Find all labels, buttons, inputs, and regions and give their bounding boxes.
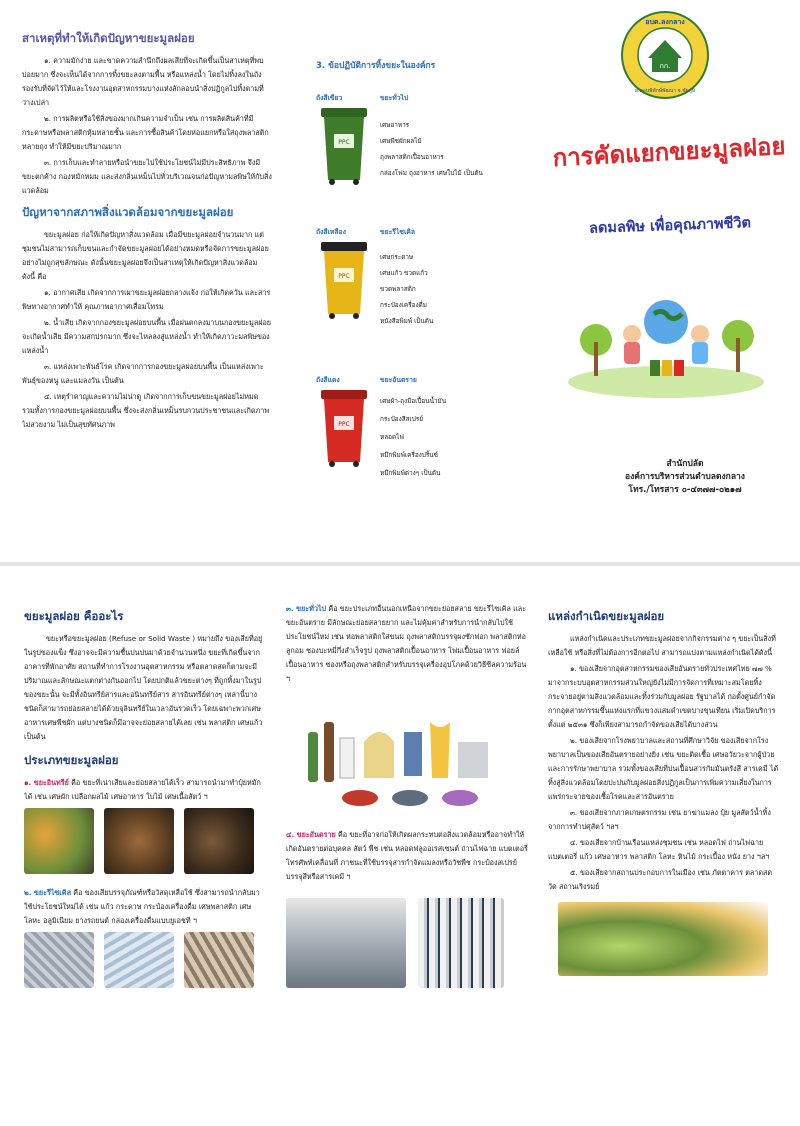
seal-center-text: กก. xyxy=(659,62,671,70)
bin-green-item-1: เศษอาหาร xyxy=(380,121,410,129)
bin-yellow-color-label: ถังสีเหลือง xyxy=(316,228,346,236)
problems-intro: ขยะมูลฝอย ก่อให้เกิดปัญหาสิ่งแวดล้อม เมื่อมีขยะมูลฝอยจำนวนมาก แต่ชุมชนไม่สามารถเก็บขนและกำจัดขยะมูลฝอยได้อย่างหมดหรือจัดการขยะมูลฝอยอย่างไม่ถูกสุขลักษณะ ดังนั้นขยะมูลฝอยจึงเป็นสาเหตุให้เกิดปัญหาสิ่งแวดล้อม ดังนี้ คือ xyxy=(22,230,269,281)
general-waste-photo xyxy=(300,702,500,814)
yellow-bin-logo: PPC xyxy=(338,273,350,280)
green-bin-icon xyxy=(318,104,370,186)
bin-red-type-label: ขยะอันตราย xyxy=(380,376,417,384)
paper-photo xyxy=(184,932,254,988)
chemical-containers-photo xyxy=(286,898,406,988)
cause-2: ๒. การผลิตหรือใช้สิ่งของมากเกินความจำเป็น เช่น การผลิตสินค้าที่มีกระดาษหรือพลาสติกหุ้มหลายชั้น และการซื้อสินค้าโดยห่อแยกหรือใส่ถุงพลาสติกหลายถุง ทำให้มีขยะปริมาณมาก xyxy=(22,114,269,151)
phone-number: โทร./โทรสาร ๐-๔๓๗๗-๐๒๑๗ xyxy=(628,485,742,495)
batteries-lamps-photo xyxy=(418,898,504,988)
green-bin-logo: PPC xyxy=(338,139,350,146)
office-contact xyxy=(600,458,770,497)
cause-3: ๓. การเก็บและทำลายหรือนำขยะไปใช้ประโยชน์ไม่มีประสิทธิภาพ จึงมีขยะตกค้าง กองหมักหมม และส่งกลิ่นเหม็นไปทั่วบริเวณจนก่อปัญหามลพิษให้กับสิ่งแวดล้อม xyxy=(22,158,272,195)
office-name: สำนักปลัด xyxy=(666,459,704,469)
bin-red-item-4: หมึกพิมพ์เครื่องปริ้นซ์ xyxy=(380,451,438,459)
problem-1: ๑. อากาศเสีย เกิดจากการเผาขยะมูลฝอยกลางแจ้ง ก่อให้เกิดควัน และสารพิษทางอากาศทำให้ คุณภาพอากาศเสื่อมโทรม xyxy=(22,288,271,311)
bin-red-item-1: เศษผ้า-ถุงมือเปื้อนน้ำมัน xyxy=(380,397,447,405)
waste-sources-title: แหล่งกำเนิดขยะมูลฝอย xyxy=(548,609,665,623)
organic-waste-desc: คือ ขยะที่เน่าเสียและย่อยสลายได้เร็ว สามารถนำมาทำปุ๋ยหมักได้ เช่น เศษผัก เปลือกผลไม้ เศษอาหาร ใบไม้ เศษเนื้อสัตว์ ฯ xyxy=(24,778,261,801)
bin-red-color-label: ถังสีแดง xyxy=(316,376,340,384)
food-scraps-photo xyxy=(24,808,94,874)
bin-yellow-row xyxy=(316,226,496,326)
recycle-waste-text xyxy=(24,886,264,928)
shells-photo xyxy=(184,808,254,874)
problem-3: ๓. แหล่งเพาะพันธ์โรค เกิดจากการกองขยะมูลฝอยบนพื้น เป็นแหล่งเพาะพันธุ์ของหนู และแมลงวัน เป็นต้น xyxy=(22,362,264,385)
waste-source-4: ๔. ของเสียจากบ้านเรือนแหล่งชุมชน เช่น หลอดไฟ ถ่านไฟฉาย แบตเตอรี่ แก้ว เศษอาหาร พลาสติก โลหะ หินไม้ กระเบื้อง หนัง ยาง ฯลฯ xyxy=(548,838,770,861)
causes-title: สาเหตุที่ทำให้เกิดปัญหาขยะมูลฝอย xyxy=(22,31,195,45)
hazardous-waste-photos xyxy=(286,898,530,994)
waste-source-1: ๑. ของเสียจากอุตสาหกรรมของเสียอันตรายทั่วประเทศไทย ๗๗ % มาจากระบบอุตสาหกรรมส่วนใหญ่ยังไม่มีการจัดการที่เหมาะสมโดยทิ้งกระจายอยู่ตามสิ่งแวดล้อมและทิ้งร่วมกับมูลฝอย รัฐบาลได้ ก่อตั้งศูนย์กำจัดกากอุตสาหกรรมขึ้นแห่งแรกที่แขวงแสมดำเขตบางขุนเทียน เริ่มเปิดบริการตั้งแต่ ๒๕๓๑ ซึ่งก็เพียงสามารถกำจัดของเสียได้บางส่วน xyxy=(548,664,776,729)
seal-bottom-text: อ.ดอนพิทักษ์พัฒนา จ.ชัยภูมิ xyxy=(634,88,696,94)
brochure-inside xyxy=(0,566,800,1126)
what-is-waste-text: ขยะหรือขยะมูลฝอย (Refuse or Solid Waste ) หมายถึง ของเสียที่อยู่ในรูปของแข็ง ซึ่งอาจจะมีความชื้นปนปนมาด้วยจำนวนหนึ่ง ขยะที่เกิดขึ้นจากอาคารที่พักอาศัย สถานที่ทำการโรงงานอุตสาหกรรม หรือตลาดสดก็ตามจะมีปริมาณและลักษณะแตกต่างกันออกไป โดยปกติแล้วขยะต่างๆ ที่ถูกทิ้งมาในรูปของขยะนั้น จะมีทั้งอินทรีย์สารและอนินทรีย์สาร สารอินทรีย์ต่างๆ เหล่านี้บางชนิดก็สามารถย่อยสลายได้ด้วยจุลินทรีย์ในเวลาอันรวดเร็ว โดยเฉพาะพวกเศษอาหารเศษพืชผัก แต่บางชนิดก็มีอาจจะย่อยสลายได้เลย เช่น พลาสติก เศษแก้ว เป็นต้น xyxy=(24,634,263,741)
yellow-bin-icon xyxy=(318,238,370,320)
recycle-waste-photos xyxy=(24,932,264,992)
general-waste-desc: คือ ขยะประเภทอื่นนอกเหนือจากขยะย่อยสลาย ขยะรีไซเคิล และขยะอันตราย มีลักษณะย่อยสลายยาก และไม่คุ้มค่าสำหรับการนำกลับไปใช้ประโยชน์ใหม่ เช่น ห่อพลาสติกใส่ขนม ถุงพลาสติกบรรจุผงซักฟอก พลาสติกห่อลูกอม ซองบะหมี่กึ่งสำเร็จรูป ถุงพลาสติกเปื้อนอาหาร โฟมเปื้อนอาหาร ฟอยล์เปื้อนอาหาร ซองหรือถุงพลาสติกสำหรับบรรจุเครื่องอุปโภคด้วยวิธีซีลความร้อน ฯ xyxy=(286,604,527,683)
bin-yellow-item-3: ขวดพลาสติก xyxy=(380,285,416,293)
plastic-bottles-photo xyxy=(104,932,174,988)
recycle-waste-desc: คือ ของเสียบรรจุภัณฑ์หรือวัสดุเหลือใช้ ซึ่งสามารถนำกลับมาใช้ประโยชน์ใหม่ได้ เช่น แก้ว กระดาษ กระป๋องเครื่องดื่ม เศษพลาสติก เศษโลหะ อลูมิเนียม ยางรถยนต์ กล่องเครื่องดื่มแบบยูเอชที ฯ xyxy=(24,888,260,925)
bin-yellow-item-1: เศษกระดาษ xyxy=(380,253,414,261)
children-recycling-illustration xyxy=(566,262,766,402)
waste-types-column xyxy=(286,566,530,1126)
waste-types-title: ประเภทขยะมูลฝอย xyxy=(24,753,119,767)
waste-sources-intro: แหล่งกำเนิดและประเภทขยะมูลฝอยจากกิจกรรมต่าง ๆ ขยะเป็นสิ่งที่เหลือใช้ หรือสิ่งที่ไม่ต้องการอีกต่อไป สามารถแบ่งตามแหล่งกำเนิดได้ดังนี้ xyxy=(548,634,776,657)
recycle-waste-lead: ๒. ขยะรีไซเคิล xyxy=(24,888,71,897)
organic-waste-text xyxy=(24,776,264,804)
problem-2: ๒. น้ำเสีย เกิดจากกองขยะมูลฝอยบนพื้น เมื่อฝนตกลงมาบนกองขยะมูลฝอยจะเกิดน้ำเสีย มีความสกปรกมาก ซึ่งจะไหลลงสู่แหล่งน้ำ ทำให้เกิดภาวะมลพิษของแหล่งน้ำ xyxy=(22,318,271,355)
cans-photo xyxy=(24,932,94,988)
bin-yellow-item-5: หนังสือพิมพ์ เป็นต้น xyxy=(380,317,434,325)
waste-source-3: ๓. ของเสียจากภาคเกษตรกรรม เช่น ยาฆ่าแมลง ปุ๋ย มูลสัตว์น้ำทิ้งจากการทำปศุสัตว์ ฯลฯ xyxy=(548,808,771,831)
bin-green-row xyxy=(316,92,496,192)
bin-green-item-4: กล่องโฟม ถุงอาหาร เศษใบไม้ เป็นต้น xyxy=(380,169,483,177)
cause-1: ๑. ความมักง่าย และขาดความสำนึกถึงผลเสียที่จะเกิดขึ้นเป็นสาเหตุที่พบบ่อยมาก ซึ่งจะเห็นได้จากการทิ้งขยะลงตามพื้น หรือแหล่งน้ำ โดยไม่ทิ้งลงในถังรองรับที่จัดไว้ให้และโรงงานอุตสาหกรรมบางแห่งลักลอบนำสิ่งปฏิกูลไปทิ้งตามที่ว่างเปล่า xyxy=(22,56,264,107)
general-waste-text xyxy=(286,602,530,686)
red-bin-logo: PPC xyxy=(338,421,350,428)
hazardous-waste-lead: ๔. ขยะอันตราย xyxy=(286,830,336,839)
problems-title: ปัญหาจากสภาพสิ่งแวดล้อมจากขยะมูลฝอย xyxy=(22,205,234,219)
organic-waste-photos xyxy=(24,808,264,880)
hazardous-waste-desc: คือ ขยะที่อาจก่อให้เกิดผลกระทบต่อสิ่งแวดล้อมหรืออาจทำให้เกิดอันตรายต่อบุคคล สัตว์ พืช เช่น หลอดฟลูออเรสเซนต์ ถ่านไฟฉาย แบตเตอรี่โทรศัพท์เคลื่อนที่ ภาชนะที่ใช้บรรจุสารกำจัดแมลงหรือวัชพืช กระป๋องสเปรย์บรรจุสีหรือสารเคมี ฯ xyxy=(286,830,528,881)
bin-green-color-label: ถังสีเขียว xyxy=(316,94,343,102)
organization-name: องค์การบริหารส่วนตำบลดงกลาง xyxy=(625,472,745,482)
bin-red-item-5: หมึกพิมพ์ต่างๆ เป็นต้น xyxy=(380,469,441,477)
bin-green-item-2: เศษพืชผักผลไม้ xyxy=(380,137,422,145)
bin-yellow-item-2: เศษแก้ว ขวดแก้ว xyxy=(380,269,428,277)
cover-title: การคัดแยกขยะมูลฝอย xyxy=(551,131,787,173)
bin-yellow-type-label: ขยะรีไซเคิล xyxy=(380,228,415,236)
red-bin-icon xyxy=(318,386,370,468)
bin-red-item-3: หลอดไฟ xyxy=(380,433,404,441)
bin-green-type-label: ขยะทั่วไป xyxy=(380,94,409,102)
seal-top-text: อบต.ลงกลาง xyxy=(645,18,685,26)
waste-source-2: ๒. ของเสียจากโรงพยาบาลและสถานที่ศึกษาวิจัย ของเสียจากโรงพยาบาลเป็นของเสียอันตรายอย่างยิ่ง เช่น ขยะติดเชื้อ เศษอวัยวะจากผู้ป่วย และการรักษาพยาบาล รวมทั้งของเสียที่ปนเปื้อนสารกัมมันตรังสี สารเคมี ได้ทิ้งสู่สิ่งแวดล้อมโดยปะปนกับมูลฝอยสิ่งปฏิกูลเป็นการเพิ่มความเสี่ยงในการแพร่กระจายของเชื้อโรคและสารอันตราย xyxy=(548,736,779,801)
bin-red-item-2: กระป๋องสีสเปรย์ xyxy=(380,415,423,423)
problem-4: ๔. เหตุรำคาญและความไม่น่าดู เกิดจากการเก็บขนขยะมูลฝอยไม่หมด รวมทั้งการกองขยะมูลฝอยบนพื้น ซึ่งจะส่งกลิ่นเหม็นรบกวนประชาชนและเกิดภาพไม่สวยงาม ไม่เป็นสุขทัศนภาพ xyxy=(22,392,270,429)
organization-seal-icon xyxy=(620,10,710,100)
causes-column xyxy=(22,0,272,562)
waste-sources-column xyxy=(548,566,780,1126)
bin-section-title: 3. ข้อปฏิบัติการทิ้งขยะในองค์กร xyxy=(316,61,436,71)
what-is-waste-title: ขยะมูลฝอย คืออะไร xyxy=(24,609,124,623)
hazardous-waste-text xyxy=(286,828,530,884)
general-waste-lead: ๓. ขยะทั่วไป xyxy=(286,604,327,613)
compost-photo xyxy=(104,808,174,874)
cover-subtitle: ลดมลพิษ เพื่อคุณภาพชีวิต xyxy=(588,215,752,237)
brochure-outside xyxy=(0,0,800,562)
waste-source-5: ๕. ของเสียจากสถานประกอบการในเมือง เช่น ภัตตาคาร ตลาดสด วัด สถานเริงรมย์ xyxy=(548,868,773,891)
bin-green-item-3: ถุงพลาสติกเปื้อนอาหาร xyxy=(380,153,444,161)
what-is-waste-column xyxy=(24,566,264,1126)
organic-waste-lead: ๑. ขยะอินทรีย์ xyxy=(24,778,69,787)
broken-glass-photo xyxy=(558,902,768,976)
bin-red-row xyxy=(316,374,496,477)
bin-yellow-item-4: กระป๋องเครื่องดื่ม xyxy=(380,301,427,309)
